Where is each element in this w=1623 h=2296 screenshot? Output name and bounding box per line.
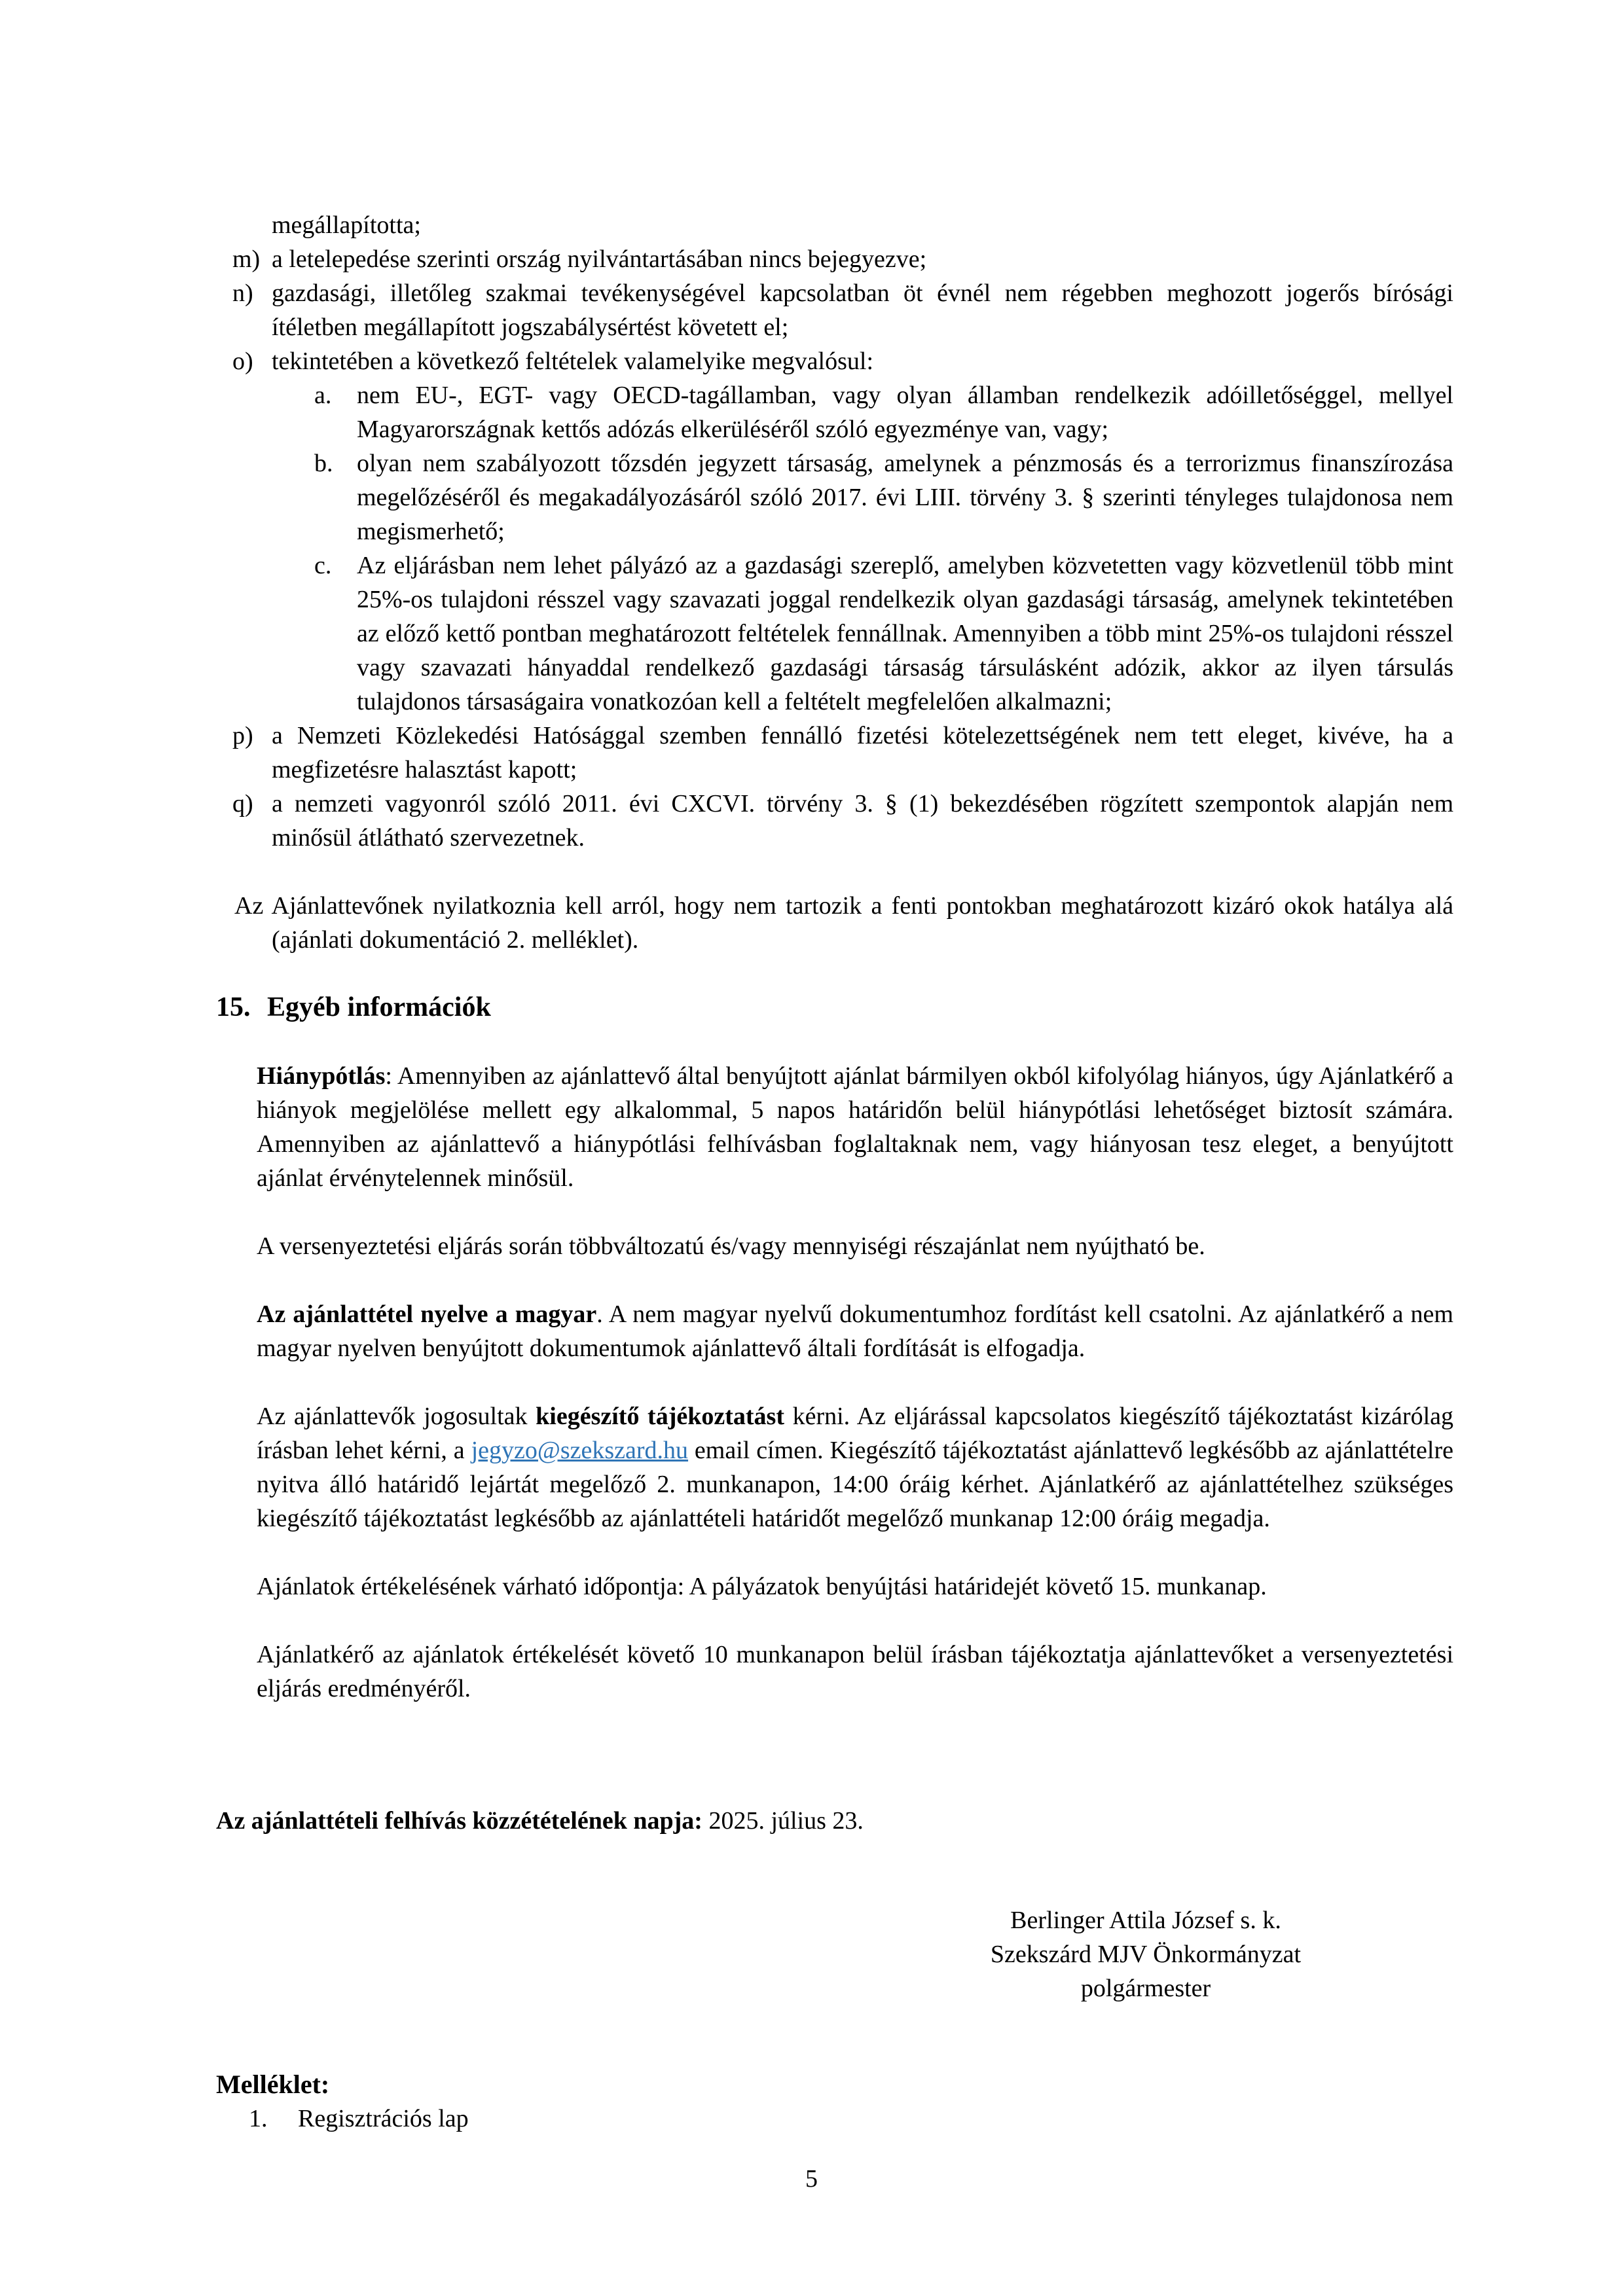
signature-role: polgármester [1080, 1975, 1211, 2002]
list-item-label: n) [232, 279, 253, 307]
list-item-text: a nemzeti vagyonról szóló 2011. évi CXCVI. törvény 3. § (1) bekezdésében rögzített szempontok alapján nem minősül átlátható szervezetnek. [272, 790, 1453, 852]
page-number: 5 [805, 2165, 818, 2193]
list-item-text: gazdasági, illetőleg szakmai tevékenységével kapcsolatban öt évnél nem régebben meghozott jogerős bírósági ítéletben megállapított jogszabálysértést követett el; [272, 279, 1453, 341]
paragraph-kiegeszito [257, 1399, 1453, 1535]
list-item-label: p) [232, 722, 253, 749]
sublist-item-a [216, 378, 1453, 446]
sublist-item-text: Az eljárásban nem lehet pályázó az a gazdasági szereplő, amelyben közvetetten vagy közvetlenül több mint 25%-os tulajdoni résszel vagy szavazati joggal rendelkezik olyan gazdasági társaság, amelynek tekintetében az előző kettő pontban meghatározott feltételek fennállnak. Amennyiben a több mint 25%-os tulajdoni résszel vagy szavazati hányaddal rendelkező gazdasági társaság társulásként adózik, akkor az ilyen társulás tulajdonos társaságaira vonatkozóan kell a feltételt megfelelően alkalmazni; [357, 552, 1453, 715]
list-item-p [216, 719, 1453, 787]
attachment-item-text: Regisztrációs lap [298, 2105, 469, 2132]
paragraph-versenyeztetes: A versenyeztetési eljárás során többváltozatú és/vagy mennyiségi részajánlat nem nyújtható be. [257, 1232, 1205, 1260]
nyelv-text: . A nem magyar nyelvű dokumentumhoz fordítást kell csatolni. Az ajánlatkérő a nem magyar nyelven benyújtott dokumentumok ajánlattevő általi fordítását is elfogadja. [257, 1300, 1453, 1362]
kiegeszito-bold-label: kiegészítő tájékoztatást [536, 1403, 784, 1430]
publication-date-line [216, 1804, 1453, 1838]
sublist-item-b [216, 446, 1453, 548]
paragraph-hianypotlas [257, 1059, 1453, 1195]
attachment-item-label: 1. [249, 2105, 268, 2132]
nyelv-bold-label: Az ajánlattétel nyelve a magyar [257, 1300, 597, 1328]
kiegeszito-text-pre: Az ajánlattevők jogosultak [257, 1403, 536, 1430]
list-item-m [216, 242, 1453, 276]
paragraph-tajekoztatas: Ajánlatkérő az ajánlatok értékelését követő 10 munkanapon belül írásban tájékoztatja ajánlattevőket a versenyeztetési eljárás eredményéről. [257, 1641, 1453, 1702]
sublist-item-label: c. [314, 552, 332, 579]
section-title: Egyéb információk [267, 992, 491, 1022]
signature-block [936, 1903, 1355, 2005]
list-item-label: m) [232, 245, 261, 273]
signature-organization: Szekszárd MJV Önkormányzat [990, 1941, 1302, 1968]
list-item-label: q) [232, 790, 253, 817]
kiegeszito-text-mid: kérni. Az eljárással kapcsolatos kiegészítő tájékoztatást kizárólag írásban lehet kérni, a [257, 1403, 1453, 1464]
publication-bold-label: Az ajánlattételi felhívás közzétételének napja: [216, 1807, 702, 1835]
list-item-text: a Nemzeti Közlekedési Hatósággal szemben fennálló fizetési kötelezettségének nem tett eleget, kivéve, ha a megfizetésre halasztást kapott; [272, 722, 1453, 783]
document-content [216, 208, 1453, 2136]
publication-date: 2025. július 23. [702, 1807, 864, 1835]
list-item-text: tekintetében a következő feltételek valamelyike megvalósul: [272, 348, 874, 375]
list-item-q [216, 787, 1453, 855]
list-item-o [216, 344, 1453, 378]
list-item-n [216, 276, 1453, 344]
hianypotlas-text: : Amennyiben az ajánlattevő által benyújtott ajánlat bármilyen okból kifolyólag hiányos, úgy Ajánlatkérő a hiányok megjelölése mellett egy alkalommal, 5 napos határidőn belül hiánypótlási lehetőséget biztosít számára. Amennyiben az ajánlattevő a hiánypótlási felhívásban foglaltaknak nem, vagy hiányosan tesz eleget, a benyújtott ajánlat érvénytelennek minősül. [257, 1062, 1453, 1192]
sublist-item-text: olyan nem szabályozott tőzsdén jegyzett társaság, amelynek a pénzmosás és a terrorizmus finanszírozása megelőzéséről és megakadályozásáról szóló 2017. évi LIII. törvény 3. § szerinti tényleges tulajdonosa nem megismerhető; [357, 450, 1453, 545]
attachment-item-1 [216, 2102, 1453, 2136]
list-item-text: a letelepedése szerinti ország nyilvántartásában nincs bejegyezve; [272, 245, 927, 273]
declaration-paragraph: Az Ajánlattevőnek nyilatkoznia kell arról, hogy nem tartozik a fenti pontokban meghatározott kizáró okok hatálya alá (ajánlati dokumentáció 2. melléklet). [234, 892, 1453, 954]
continuation-line: megállapította; [272, 211, 421, 239]
signature-name: Berlinger Attila József s. k. [1010, 1907, 1281, 1934]
paragraph-nyelv [257, 1297, 1453, 1365]
paragraph-ertekeles: Ajánlatok értékelésének várható időpontja: A pályázatok benyújtási határidejét követő 15. munkanap. [257, 1573, 1267, 1600]
sublist-item-label: b. [314, 450, 333, 477]
kiegeszito-text-post: email címen. Kiegészítő tájékoztatást ajánlattevő legkésőbb az ajánlattételre nyitva álló határidő lejártát megelőző 2. munkanapon, 14:00 óráig kérhet. Ajánlatkérő az ajánlattételhez szükséges kiegészítő tájékoztatást legkésőbb az ajánlattételi határidőt megelőző munkanap 12:00 óráig megadja. [257, 1437, 1453, 1532]
sublist-item-text: nem EU-, EGT- vagy OECD-tagállamban, vagy olyan államban rendelkezik adóilletőséggel, mellyel Magyarországnak kettős adózás elkerüléséről szóló egyezménye van, vagy; [357, 382, 1453, 443]
hianypotlas-bold-label: Hiánypótlás [257, 1062, 386, 1090]
section-number: 15. [216, 992, 251, 1022]
list-item-label: o) [232, 348, 253, 375]
sublist-item-c [216, 548, 1453, 719]
attachment-heading: Melléklet: [216, 2070, 330, 2099]
email-link[interactable]: jegyzo@szekszard.hu [471, 1437, 689, 1464]
section-15-heading [216, 990, 1453, 1025]
sublist-item-label: a. [314, 382, 332, 409]
